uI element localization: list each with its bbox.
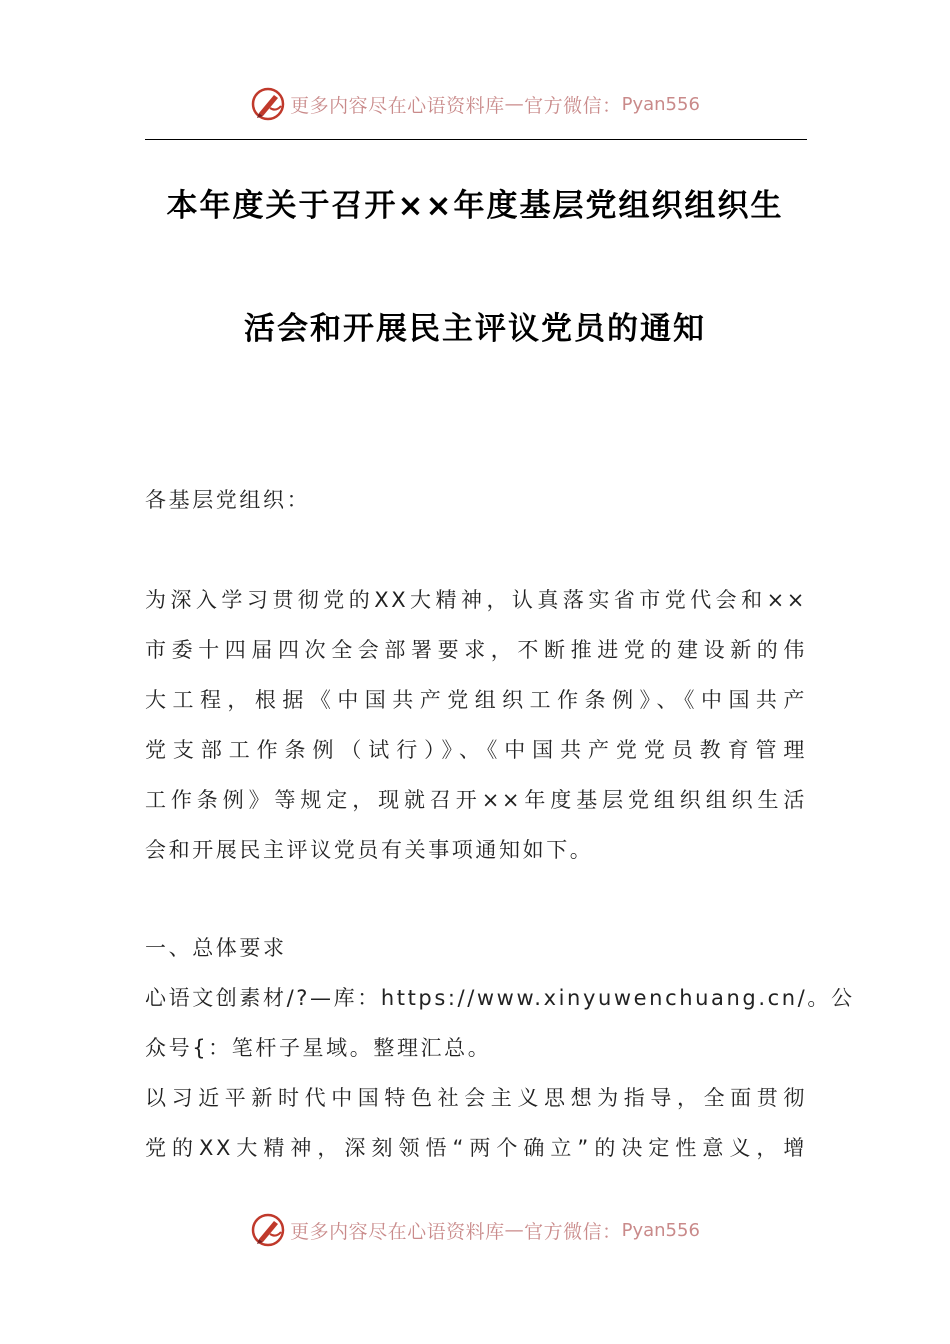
paragraph-2 [145,1073,807,1173]
banner-wechat-id: Pyan556 [621,93,700,115]
paragraph-1 [145,575,807,875]
paragraph-line: 工作条例》等规定，现就召开××年度基层党组织组织生活 [145,788,807,812]
promo-line: 众号{：笔杆子星域。整理汇总。 [145,1036,492,1060]
promo-text [145,973,855,1073]
salutation [145,475,807,525]
banner-text: 更多内容尽在心语资料库 [290,1220,505,1243]
salutation-text: 各基层党组织： [145,488,311,512]
banner-wechat-id: Pyan556 [621,1219,700,1241]
section-heading-text: 一、总体要求 [145,936,287,960]
banner-wechat-label: 官方微信： [524,1220,622,1243]
promo-line: 心语文创素材/?—库：https://www.xinyuwenchuang.cn/。公 [145,986,855,1010]
paragraph-line: 为深入学习贯彻党的XX大精神，认真落实省市党代会和×× [145,588,807,612]
paragraph-line: 市委十四届四次全会部署要求，不断推进党的建设新的伟 [145,638,807,662]
banner-text: 更多内容尽在心语资料库 [290,94,505,117]
paragraph-line: 党的XX大精神，深刻领悟“两个确立”的决定性意义，增 [145,1136,807,1160]
paragraph-line: 党支部工作条例（试行）》、《中国共产党党员教育管理 [145,738,807,762]
header-banner [0,84,950,124]
pen-logo-icon [250,86,286,122]
paragraph-line: 大工程，根据《中国共产党组织工作条例》、《中国共产 [145,688,807,712]
banner-wechat-label: 官方微信： [524,94,622,117]
paragraph-line: 以习近平新时代中国特色社会主义思想为指导，全面贯彻 [145,1086,807,1110]
document-title-line-1: 本年度关于召开××年度基层党组织组织生 [166,188,784,224]
section-heading-1 [145,923,807,973]
banner-dash: — [504,93,525,115]
pen-logo-icon [250,1212,286,1248]
header-divider [145,139,807,140]
paragraph-line: 会和开展民主评议党员有关事项通知如下。 [145,838,594,862]
banner-dash: — [504,1219,525,1241]
footer-banner [0,1210,950,1250]
document-title-line-2: 活会和开展民主评议党员的通知 [244,311,706,347]
